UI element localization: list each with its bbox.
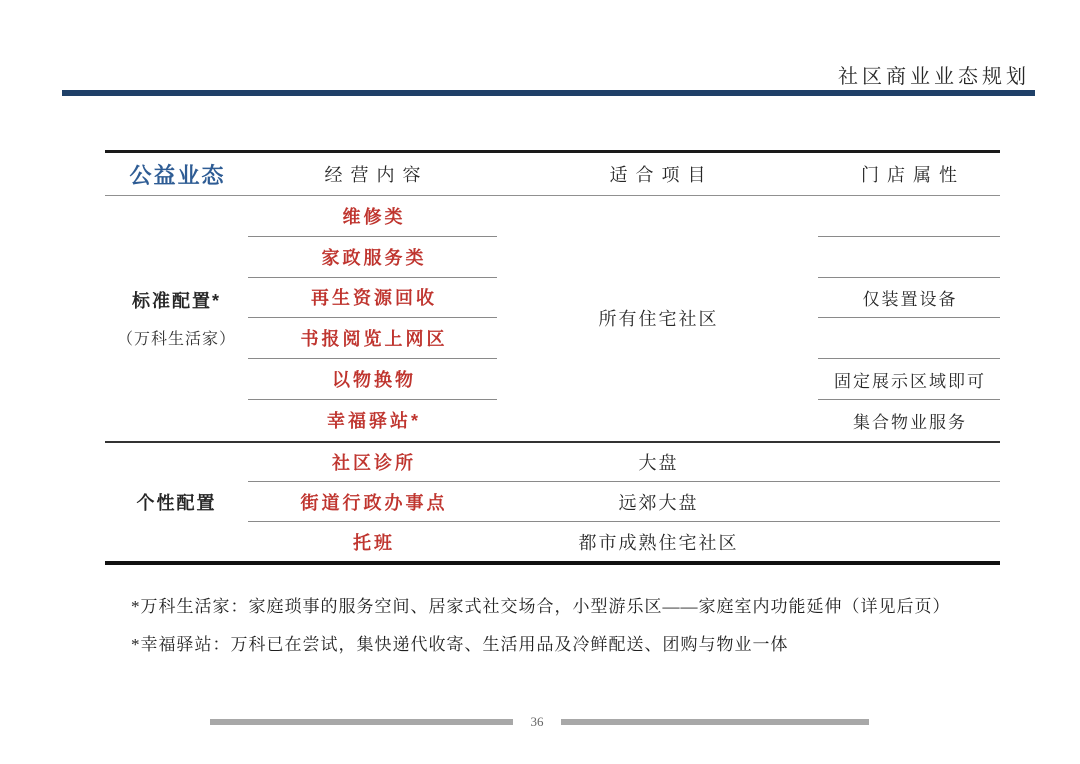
project-merged-cell xyxy=(497,196,818,441)
column-header-project: 适合项目 xyxy=(609,165,714,185)
header-divider xyxy=(62,90,1035,96)
column-header-content: 经营内容 xyxy=(324,165,429,185)
table-header-row xyxy=(105,153,1000,196)
column-header-attribute: 门店属性 xyxy=(861,165,965,185)
category-sublabel: （万科生活家） xyxy=(116,331,236,349)
table-row-content xyxy=(248,196,497,237)
section-personal-config xyxy=(105,443,1000,562)
content-label: 托班 xyxy=(353,532,395,553)
attribute-cell xyxy=(818,318,1000,359)
attribute-cell xyxy=(818,237,1000,278)
footer-bar-right xyxy=(561,719,869,725)
table-row xyxy=(248,482,1000,522)
content-label: 书报阅览上网区 xyxy=(300,329,448,350)
footnote-line: *幸福驿站：万科已在尝试，集快递代收寄、生活用品及冷鲜配送、团购与物业一体 xyxy=(131,635,789,654)
business-format-table xyxy=(105,150,1000,565)
attribute-cell xyxy=(818,400,1000,441)
attribute-cell xyxy=(818,196,1000,237)
attribute-cell xyxy=(818,359,1000,400)
footnotes xyxy=(131,588,951,664)
category-cell xyxy=(105,443,248,562)
project-label: 大盘 xyxy=(638,453,679,474)
category-label: 个性配置 xyxy=(136,493,217,514)
section-standard-config xyxy=(105,196,1000,443)
attribute-label: 仅装置设备 xyxy=(862,289,958,309)
project-label: 所有住宅社区 xyxy=(598,309,719,330)
category-cell xyxy=(105,196,248,441)
project-label: 远郊大盘 xyxy=(618,492,699,513)
footnote-line: *万科生活家：家庭琐事的服务空间、居家式社交场合，小型游乐区——家庭室内功能延伸（详见后页） xyxy=(131,597,951,616)
table-row-content xyxy=(248,400,497,441)
content-label: 家政服务类 xyxy=(321,247,427,268)
attribute-cell xyxy=(818,278,1000,319)
table-row xyxy=(248,443,1000,483)
table-row xyxy=(248,522,1000,562)
table-row-content xyxy=(248,278,497,319)
category-label: 标准配置* xyxy=(131,291,221,312)
attribute-label: 集合物业服务 xyxy=(853,412,967,432)
content-label: 街道行政办事点 xyxy=(300,492,448,513)
attribute-label: 固定展示区域即可 xyxy=(834,371,986,391)
table-row-content xyxy=(248,237,497,278)
column-header-category: 公益业态 xyxy=(129,162,226,188)
content-label: 再生资源回收 xyxy=(311,288,437,309)
footer-bar-left xyxy=(210,719,513,725)
table-row-content xyxy=(248,318,497,359)
content-label: 幸福驿站* xyxy=(326,411,421,432)
content-label: 社区诊所 xyxy=(332,453,416,474)
project-label: 都市成熟住宅社区 xyxy=(578,532,739,553)
content-label: 维修类 xyxy=(342,206,406,227)
page-title: 社区商业业态规划 xyxy=(838,66,1030,88)
content-label: 以物换物 xyxy=(332,370,416,391)
table-row-content xyxy=(248,359,497,400)
page-number: 36 xyxy=(530,714,544,729)
